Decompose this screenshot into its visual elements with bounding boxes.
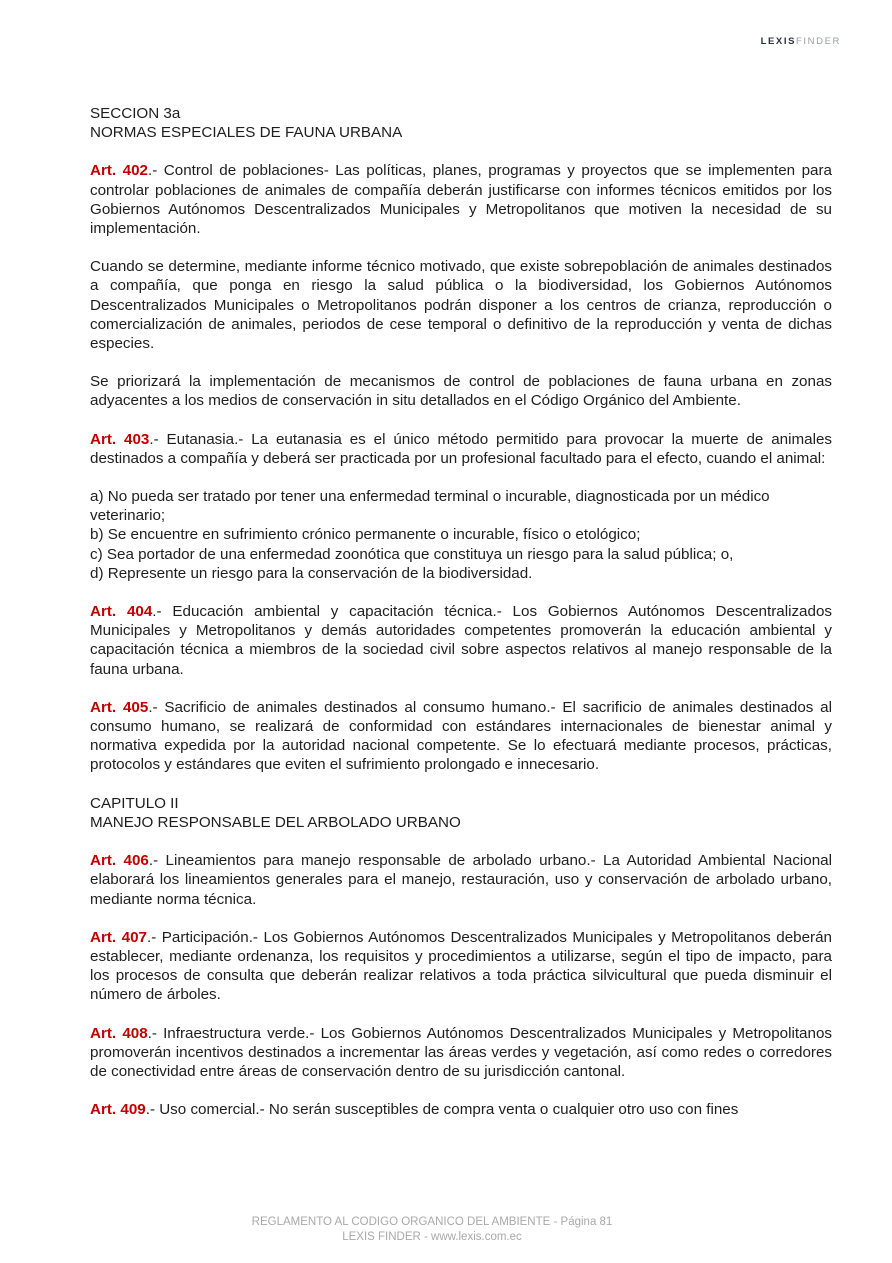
section-title: NORMAS ESPECIALES DE FAUNA URBANA bbox=[90, 124, 403, 142]
article-407 bbox=[90, 928, 832, 1005]
article-text: .- Lineamientos para manejo responsable de arbolado urbano.- La Autoridad Ambiental Nacional elaborará los lineamientos generales para el manejo, restauración, uso y conservación de arbolado urbano, mediante norma técnica. bbox=[90, 852, 832, 908]
article-text: .- Control de poblaciones- Las políticas, planes, programas y proyectos que se implementen para controlar poblaciones de animales de compañía deberán justificarse con informes técnicos emitidos por los Gobiernos Autónomos Descentralizados Municipales y Metropolitanos que motiven la necesidad de su implementación. bbox=[90, 162, 833, 238]
lexis-finder-logo bbox=[761, 36, 841, 47]
footer-document-title: REGLAMENTO AL CODIGO ORGANICO DEL AMBIENTE - Página 81 bbox=[251, 1216, 613, 1228]
brand-bold: LEXIS bbox=[760, 36, 797, 47]
article-402-paragraph-3: Se priorizará la implementación de mecanismos de control de poblaciones de fauna urbana en zonas adyacentes a los medios de conservación in situ detallados en el Código Orgánico del Ambiente. bbox=[90, 373, 832, 410]
section-number: SECCION 3a bbox=[90, 105, 181, 122]
article-label: Art. 404 bbox=[90, 603, 153, 621]
article-text: .- Eutanasia.- La eutanasia es el único método permitido para provocar la muerte de animales destinados a compañía y deberá ser practicada por un profesional facultado para el efecto, cuando el animal: bbox=[90, 430, 832, 467]
page-footer bbox=[0, 1215, 864, 1245]
article-403-list bbox=[90, 487, 832, 583]
chapter-number: CAPITULO II bbox=[90, 794, 179, 812]
article-label: Art. 405 bbox=[90, 698, 149, 716]
article-404 bbox=[90, 602, 832, 679]
article-402-paragraph-2: Cuando se determine, mediante informe técnico motivado, que existe sobrepoblación de animales destinados a compañía, que ponga en riesgo la salud pública o la biodiversidad, los Gobiernos Autónomos Descentralizados Municipales o Metropolitanos podrán disponer a los centros de crianza, reproducción o comercialización de animales, periodos de cese temporal o definitivo de la reproducción y venta de dichas especies. bbox=[90, 258, 832, 353]
article-403 bbox=[90, 430, 832, 468]
article-406 bbox=[90, 851, 832, 909]
section-heading bbox=[90, 104, 832, 142]
article-text: .- Participación.- Los Gobiernos Autónomos Descentralizados Municipales y Metropolitanos deberán establecer, mediante ordenanza, los requisitos y procedimientos a utilizarse, según el tipo de impacto, para los procesos de consulta que deberán realizar relativos a toda práctica silvicultural que pueda disminuir el número de árboles. bbox=[90, 928, 832, 1004]
article-402 bbox=[90, 161, 832, 238]
document-body bbox=[90, 104, 832, 1138]
article-text: .- Uso comercial.- No serán susceptibles de compra venta o cualquier otro uso con fines bbox=[145, 1101, 739, 1119]
chapter-heading bbox=[90, 794, 832, 832]
article-label: Art. 402 bbox=[90, 162, 149, 180]
chapter-title: MANEJO RESPONSABLE DEL ARBOLADO URBANO bbox=[90, 813, 461, 831]
article-label: Art. 406 bbox=[90, 852, 149, 870]
article-409 bbox=[90, 1100, 832, 1119]
article-text: .- Sacrificio de animales destinados al consumo humano.- El sacrificio de animales destinados al consumo humano, se realizará de conformidad con estándares internacionales de bienestar animal y normativa expedida por la autoridad nacional competente. Se lo efectuará mediante procesos, prácticas, protocolos y estándares que eviten el sufrimiento prolongado e innecesario. bbox=[90, 698, 833, 774]
list-item: d) Represente un riesgo para la conservación de la biodiversidad. bbox=[90, 564, 533, 582]
list-item: c) Sea portador de una enfermedad zoonótica que constituya un riesgo para la salud pública; o, bbox=[90, 545, 734, 563]
article-text: .- Infraestructura verde.- Los Gobiernos Autónomos Descentralizados Municipales y Metropolitanos promoverán incentivos destinados a incrementar las áreas verdes y vegetación, así como redes o corredores de conectividad entre áreas de conservación dentro de su jurisdicción cantonal. bbox=[90, 1024, 832, 1080]
article-408 bbox=[90, 1024, 832, 1082]
list-item: a) No pueda ser tratado por tener una enfermedad terminal o incurable, diagnosticada por un médico veterinario; bbox=[90, 488, 770, 525]
brand-light: FINDER bbox=[796, 36, 841, 47]
article-label: Art. 408 bbox=[90, 1024, 148, 1042]
article-text: .- Educación ambiental y capacitación técnica.- Los Gobiernos Autónomos Descentralizados Municipales y Metropolitanos y demás autoridades competentes promoverán la educación ambiental y capacitación técnica a miembros de la sociedad civil sobre aspectos relativos al manejo responsable de la fauna urbana. bbox=[90, 603, 832, 678]
article-405 bbox=[90, 698, 832, 775]
article-label: Art. 407 bbox=[90, 928, 147, 946]
article-label: Art. 403 bbox=[90, 430, 150, 448]
footer-source: LEXIS FINDER - www.lexis.com.ec bbox=[342, 1231, 522, 1243]
list-item: b) Se encuentre en sufrimiento crónico permanente o incurable, físico o etológico; bbox=[90, 526, 641, 544]
article-label: Art. 409 bbox=[90, 1101, 146, 1119]
